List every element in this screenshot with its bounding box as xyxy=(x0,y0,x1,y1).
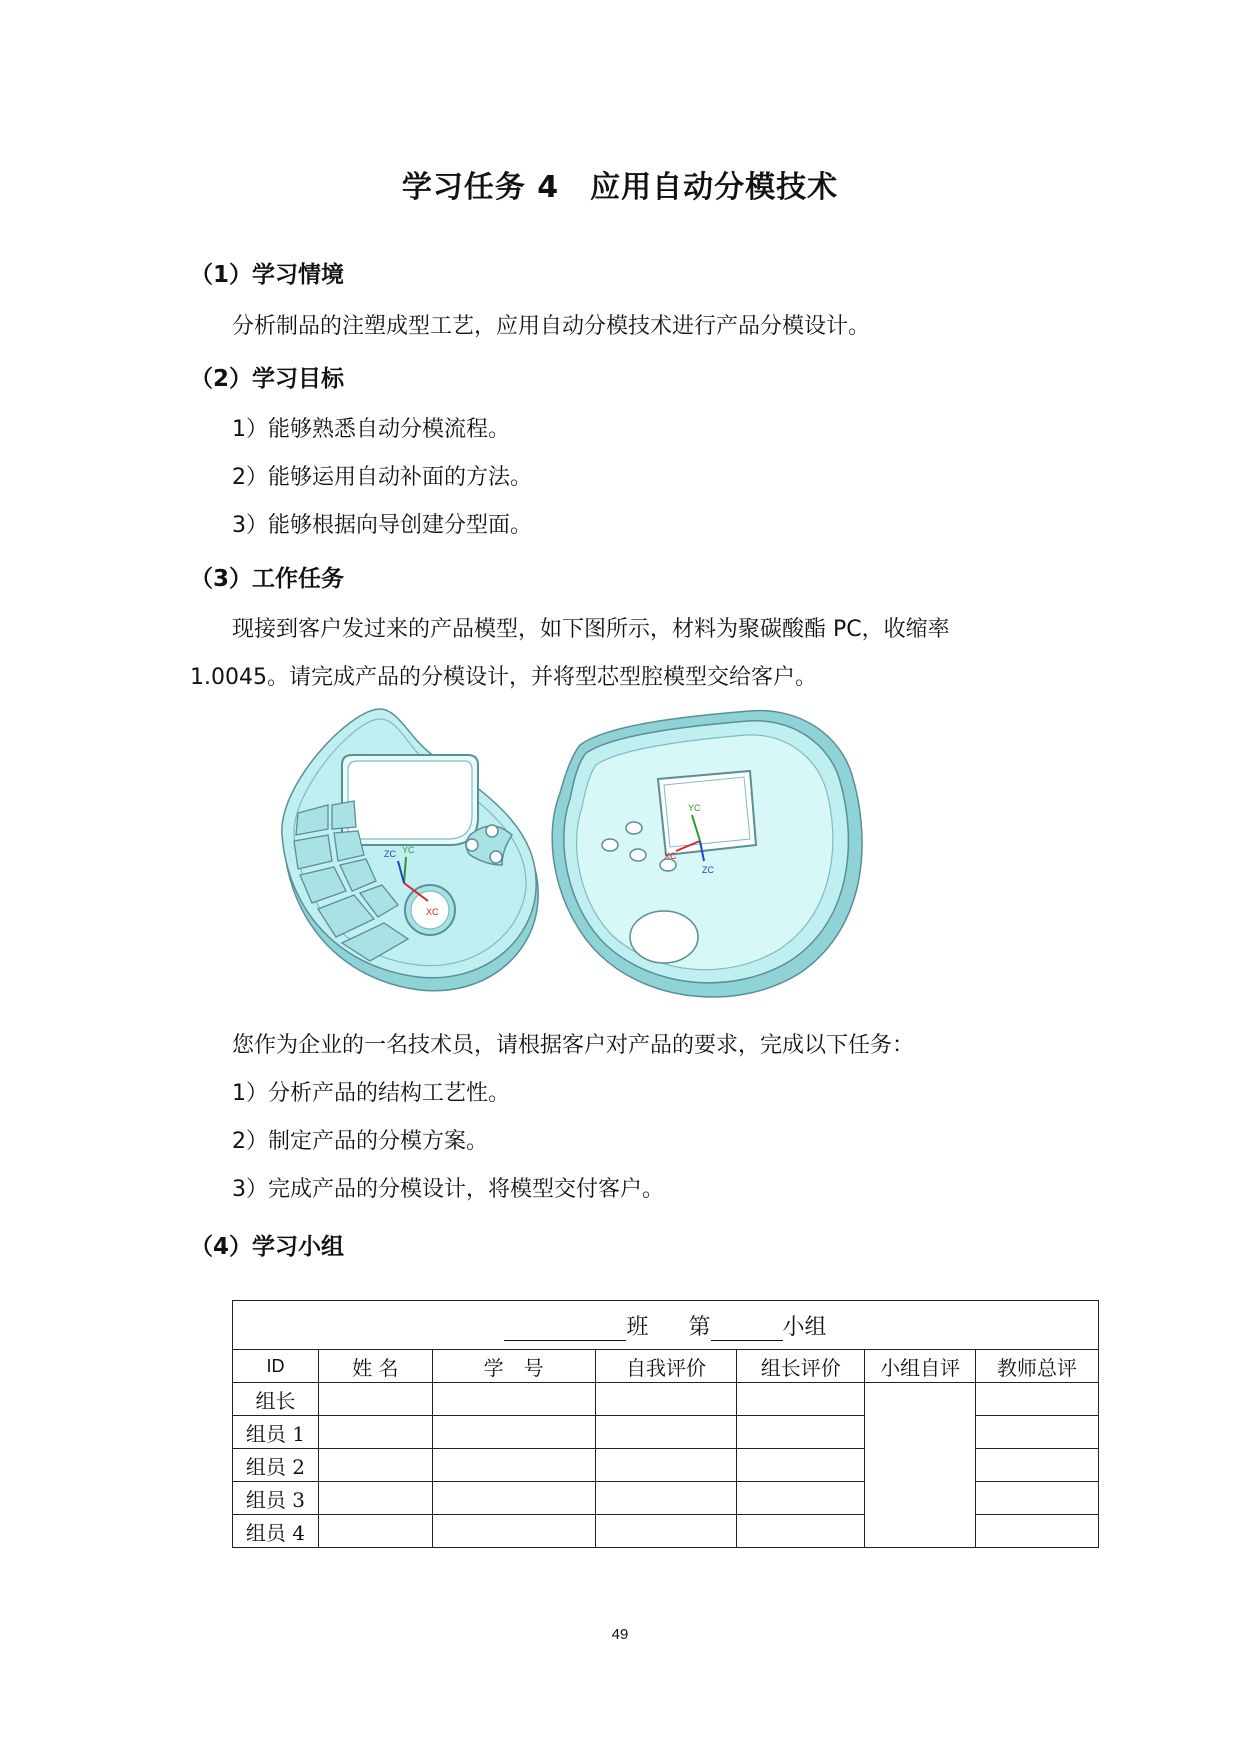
product-bottom-view xyxy=(552,711,862,997)
goal-item-3: 3）能够根据向导创建分型面。 xyxy=(232,513,532,538)
col-header-group-eval: 小组自评 xyxy=(865,1350,976,1383)
student-id-cell[interactable] xyxy=(432,1515,595,1548)
col-header-self-eval: 自我评价 xyxy=(595,1350,737,1383)
name-cell[interactable] xyxy=(318,1482,432,1515)
row-label-member-2: 组员 2 xyxy=(233,1449,319,1482)
left-x-axis-label: XC xyxy=(426,907,439,917)
product-model-figure xyxy=(280,705,960,1005)
section-1-text: 分析制品的注塑成型工艺，应用自动分模技术进行产品分模设计。 xyxy=(232,314,871,339)
task-text-line-2: 1.0045。请完成产品的分模设计，并将型芯型腔模型交给客户。 xyxy=(190,665,817,690)
left-z-axis-label: ZC xyxy=(384,849,396,859)
self-eval-cell[interactable] xyxy=(595,1383,737,1416)
task-item-3: 3）完成产品的分模设计，将模型交付客户。 xyxy=(232,1177,664,1202)
self-eval-cell[interactable] xyxy=(595,1416,737,1449)
teacher-eval-cell[interactable] xyxy=(976,1449,1099,1482)
leader-eval-cell[interactable] xyxy=(737,1416,865,1449)
student-id-cell[interactable] xyxy=(432,1449,595,1482)
student-id-cell[interactable] xyxy=(432,1416,595,1449)
right-z-axis-label: ZC xyxy=(702,865,714,875)
right-x-axis-label: XC xyxy=(664,851,677,861)
student-id-cell[interactable] xyxy=(432,1383,595,1416)
right-y-axis-label: YC xyxy=(688,803,701,813)
leader-eval-cell[interactable] xyxy=(737,1482,865,1515)
study-group-table xyxy=(232,1300,1099,1548)
section-2-heading: （2）学习目标 xyxy=(190,366,345,392)
task-item-1: 1）分析产品的结构工艺性。 xyxy=(232,1081,510,1106)
product-top-view xyxy=(282,709,538,991)
page-number: 49 xyxy=(611,1626,629,1643)
name-cell[interactable] xyxy=(318,1515,432,1548)
row-label-member-3: 组员 3 xyxy=(233,1482,319,1515)
student-id-cell[interactable] xyxy=(432,1482,595,1515)
teacher-eval-cell[interactable] xyxy=(976,1383,1099,1416)
column-header-row xyxy=(233,1350,1099,1383)
leader-eval-cell[interactable] xyxy=(737,1449,865,1482)
goal-item-1: 1）能够熟悉自动分模流程。 xyxy=(232,417,510,442)
table-row xyxy=(233,1383,1099,1416)
table-header-class-group xyxy=(233,1301,1099,1350)
group-suffix-label: 小组 xyxy=(782,1314,827,1340)
group-number-blank[interactable] xyxy=(711,1318,783,1341)
col-header-name: 姓 名 xyxy=(318,1350,432,1383)
group-prefix-label: 第 xyxy=(688,1314,711,1340)
row-label-leader: 组长 xyxy=(233,1383,319,1416)
group-eval-merged-cell[interactable] xyxy=(865,1383,976,1548)
name-cell[interactable] xyxy=(318,1383,432,1416)
section-4-heading: （4）学习小组 xyxy=(190,1234,345,1260)
name-cell[interactable] xyxy=(318,1416,432,1449)
page-title: 学习任务 4 应用自动分模技术 xyxy=(401,170,839,205)
leader-eval-cell[interactable] xyxy=(737,1383,865,1416)
col-header-teacher-eval: 教师总评 xyxy=(976,1350,1099,1383)
col-header-leader-eval: 组长评价 xyxy=(737,1350,865,1383)
col-header-student-id: 学 号 xyxy=(432,1350,595,1383)
teacher-eval-cell[interactable] xyxy=(976,1482,1099,1515)
task-item-2: 2）制定产品的分模方案。 xyxy=(232,1129,488,1154)
name-cell[interactable] xyxy=(318,1449,432,1482)
class-label: 班 xyxy=(626,1314,649,1340)
task-intro: 您作为企业的一名技术员，请根据客户对产品的要求，完成以下任务： xyxy=(232,1033,915,1058)
teacher-eval-cell[interactable] xyxy=(976,1515,1099,1548)
teacher-eval-cell[interactable] xyxy=(976,1416,1099,1449)
class-blank[interactable] xyxy=(504,1318,626,1341)
self-eval-cell[interactable] xyxy=(595,1482,737,1515)
row-label-member-4: 组员 4 xyxy=(233,1515,319,1548)
section-3-heading: （3）工作任务 xyxy=(190,566,345,592)
leader-eval-cell[interactable] xyxy=(737,1515,865,1548)
task-text-line-1: 现接到客户发过来的产品模型，如下图所示，材料为聚碳酸酯 PC，收缩率 xyxy=(232,617,950,642)
self-eval-cell[interactable] xyxy=(595,1449,737,1482)
self-eval-cell[interactable] xyxy=(595,1515,737,1548)
row-label-member-1: 组员 1 xyxy=(233,1416,319,1449)
section-1-heading: （1）学习情境 xyxy=(190,262,345,288)
goal-item-2: 2）能够运用自动补面的方法。 xyxy=(232,465,532,490)
left-y-axis-label: YC xyxy=(402,845,415,855)
col-header-id: ID xyxy=(233,1350,319,1383)
